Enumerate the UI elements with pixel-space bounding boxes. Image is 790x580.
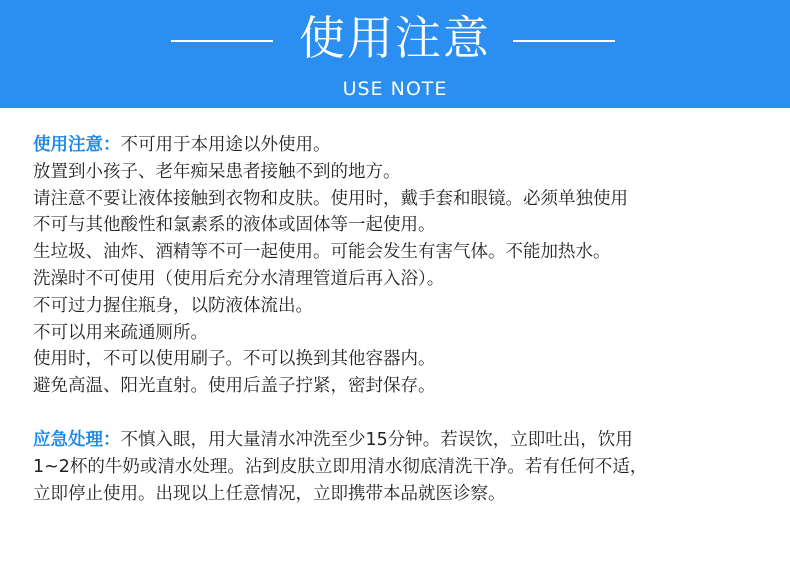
notes-line: 生垃圾、油炸、酒精等不可一起使用。可能会发生有害气体。不能加热水。 xyxy=(33,242,611,263)
header-banner xyxy=(0,0,790,108)
notes-line xyxy=(33,132,763,159)
emergency-label: 应急处理： xyxy=(33,429,121,450)
notes-text: 不可用于本用途以外使用。 xyxy=(120,135,331,155)
emergency-line xyxy=(33,427,763,454)
notes-line: 不可与其他酸性和氯素系的液体或固体等一起使用。 xyxy=(33,215,436,236)
banner-title: 使用注意 xyxy=(299,11,491,65)
section-spacer xyxy=(33,400,763,427)
notes-line: 不可过力握住瓶身，以防液体流出。 xyxy=(33,295,313,316)
notes-line: 放置到小孩子、老年痴呆患者接触不到的地方。 xyxy=(33,161,401,182)
notes-line: 洗澡时不可使用（使用后充分水清理管道后再入浴）。 xyxy=(33,268,445,289)
banner-subtitle: USE NOTE xyxy=(342,78,448,100)
notes-line: 请注意不要让液体接触到衣物和皮肤。使用时，戴手套和眼镜。必须单独使用 xyxy=(33,188,628,209)
notes-line: 避免高温、阳光直射。使用后盖子拧紧，密封保存。 xyxy=(33,376,436,397)
emergency-text: 不慎入眼，用大量清水冲洗至少15分钟。若误饮，立即吐出，饮用 xyxy=(120,429,633,450)
emergency-line: 立即停止使用。出现以上任意情况，立即携带本品就医诊察。 xyxy=(33,483,506,504)
notes-line: 使用时，不可以使用刷子。不可以换到其他容器内。 xyxy=(33,349,436,370)
notes-line: 不可以用来疏通厕所。 xyxy=(33,322,208,343)
emergency-line: 1~2杯的牛奶或清水处理。沾到皮肤立即用清水彻底清洗干净。若有任何不适， xyxy=(33,456,648,477)
notes-label: 使用注意： xyxy=(33,135,121,155)
notes-content xyxy=(33,132,763,507)
